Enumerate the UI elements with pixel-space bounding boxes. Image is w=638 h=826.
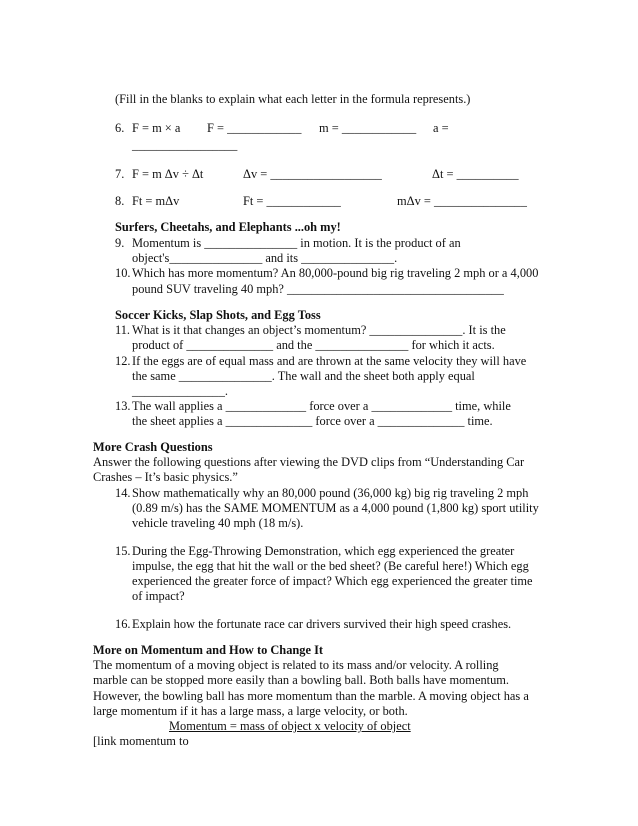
question-10-cont: pound SUV traveling 40 mph? ___________________________________: [132, 282, 504, 296]
blank-delta-t[interactable]: Δt = __________: [432, 167, 519, 181]
item-number: 11.: [115, 323, 131, 337]
formula-expression: F = m Δv ÷ Δt: [132, 167, 204, 181]
crash-intro-cont: Crashes – It’s basic physics.”: [93, 470, 238, 484]
instructions-text: (Fill in the blanks to explain what each letter in the formula represents.): [115, 92, 471, 106]
formula-6: [115, 122, 180, 134]
item-number: 13.: [115, 399, 131, 413]
question-13-cont: the sheet applies a ______________ force over a ______________ time.: [132, 414, 493, 428]
question-15-cont2: experienced the greater force of impact? Which egg experienced the greater time: [132, 574, 533, 588]
momentum-link-note: [link momentum to: [93, 734, 189, 748]
momentum-paragraph-line: The momentum of a moving object is related to its mass and/or velocity. A rolling: [93, 658, 499, 672]
question-9: [115, 237, 461, 249]
item-number: 8.: [115, 194, 125, 208]
question-14-cont2: vehicle traveling 40 mph (18 m/s).: [132, 516, 304, 530]
question-9-cont: object's_______________ and its _______________.: [132, 251, 398, 265]
section-heading-surfers: Surfers, Cheetahs, and Elephants ...oh my!: [115, 220, 341, 234]
question-12: [115, 355, 526, 367]
question-text: Explain how the fortunate race car drivers survived their high speed crashes.: [132, 617, 512, 631]
blank-delta-v[interactable]: Δv = __________________: [243, 167, 382, 181]
formula-expression: F = m × a: [132, 121, 181, 135]
crash-intro: Answer the following questions after viewing the DVD clips from “Understanding Car: [93, 455, 525, 469]
question-text: Show mathematically why an 80,000 pound (36,000 kg) big rig traveling 2 mph: [132, 486, 529, 500]
blank-F[interactable]: F = ____________: [207, 121, 302, 135]
blank-a-label: a =: [433, 121, 449, 135]
question-text: If the eggs are of equal mass and are thrown at the same velocity they will have: [132, 354, 527, 368]
question-text: What is it that changes an object’s momentum? _______________. It is the: [132, 323, 506, 337]
momentum-paragraph-line: marble can be stopped more easily than a bowling ball. Both balls have momentum.: [93, 673, 510, 687]
item-number: 10.: [115, 266, 131, 280]
question-13: [115, 400, 511, 412]
question-text: Momentum is _______________ in motion. It is the product of an: [132, 236, 461, 250]
blank-m[interactable]: m = ____________: [319, 121, 417, 135]
blank-m-delta-v[interactable]: mΔv = _______________: [397, 194, 527, 208]
item-number: 9.: [115, 236, 125, 250]
question-12-cont: the same _______________. The wall and the sheet both apply equal: [132, 369, 475, 383]
section-heading-momentum: More on Momentum and How to Change It: [93, 643, 324, 657]
item-number: 15.: [115, 544, 131, 558]
item-number: 6.: [115, 121, 125, 135]
momentum-paragraph-line: large momentum if it has a large mass, a large velocity, or both.: [93, 704, 408, 718]
item-number: 7.: [115, 167, 125, 181]
section-heading-crash: More Crash Questions: [93, 440, 213, 454]
blank-Ft[interactable]: Ft = ____________: [243, 194, 341, 208]
question-text: During the Egg-Throwing Demonstration, which egg experienced the greater: [132, 544, 515, 558]
question-15-cont: impulse, the egg that hit the wall or the bed sheet? (Be careful here!) Which egg: [132, 559, 529, 573]
formula-expression: Ft = mΔv: [132, 194, 180, 208]
question-11-cont: product of ______________ and the _______________ for which it acts.: [132, 338, 495, 352]
formula-8: [115, 195, 179, 207]
question-14-cont: (0.89 m/s) has the SAME MOMENTUM as a 4,000 pound (1,800 kg) sport utility: [132, 501, 539, 515]
question-15-cont3: of impact?: [132, 589, 185, 603]
question-16: [115, 618, 511, 630]
item-number: 16.: [115, 617, 131, 631]
question-14: [115, 487, 528, 499]
momentum-paragraph-line: However, the bowling ball has more momentum than the marble. A moving object has a: [93, 689, 529, 703]
section-heading-soccer: Soccer Kicks, Slap Shots, and Egg Toss: [115, 308, 321, 322]
formula-7: [115, 168, 203, 180]
item-number: 12.: [115, 354, 131, 368]
momentum-formula: Momentum = mass of object x velocity of object: [169, 719, 411, 733]
question-text: The wall applies a _____________ force over a _____________ time, while: [132, 399, 511, 413]
blank-a[interactable]: _________________: [132, 138, 238, 152]
question-text: Which has more momentum? An 80,000-pound big rig traveling 2 mph or a 4,000: [132, 266, 539, 280]
question-15: [115, 545, 514, 557]
item-number: 14.: [115, 486, 131, 500]
question-11: [115, 324, 506, 336]
question-12-cont2: _______________.: [132, 384, 229, 398]
question-10: [115, 267, 538, 279]
